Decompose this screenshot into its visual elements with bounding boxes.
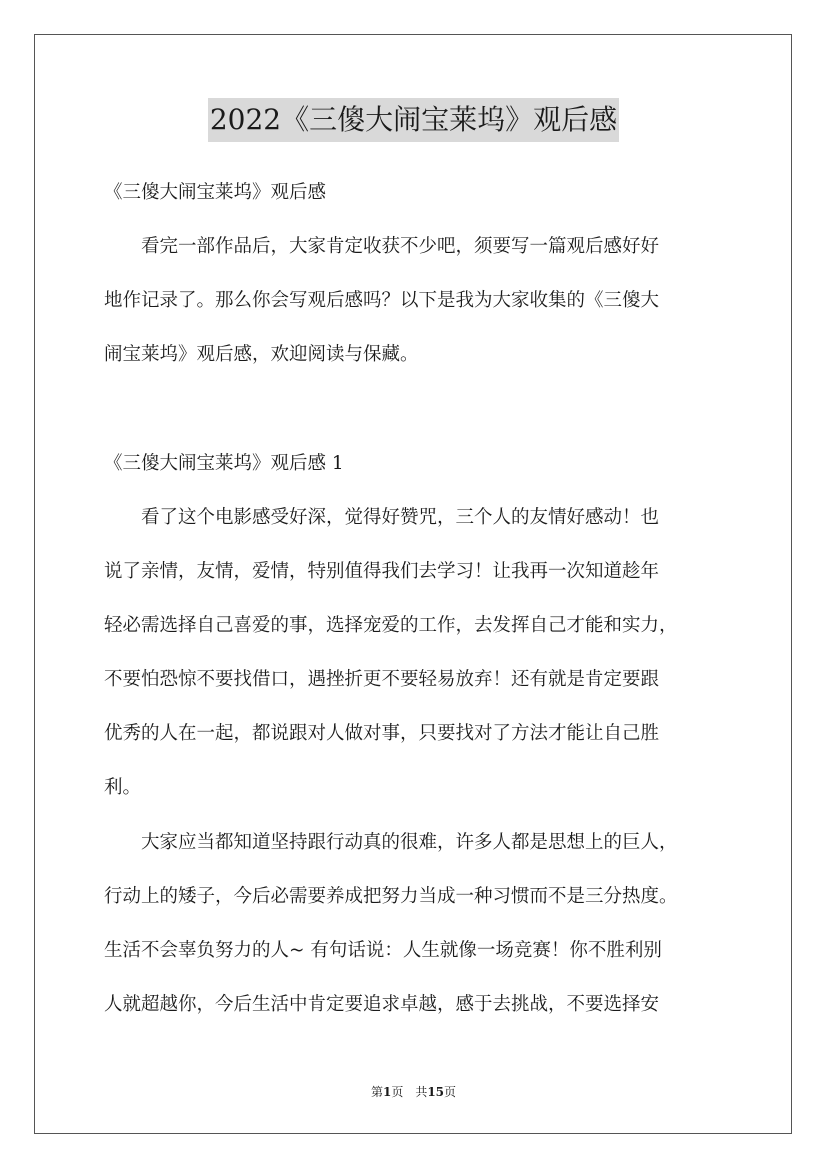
paragraph-line: 生活不会辜负努力的人~ 有句话说：人生就像一场竞赛！你不胜利别 — [104, 940, 662, 961]
paragraph-line: 不要怕恐惊不要找借口，遇挫折更不要轻易放弃！还有就是肯定要跟 — [104, 669, 660, 690]
paragraph-line: 优秀的人在一起，都说跟对人做对事，只要找对了方法才能让自己胜 — [104, 723, 660, 744]
document-title: 2022《三傻大闹宝莱坞》观后感 — [208, 98, 619, 142]
paragraph-line: 利。 — [104, 777, 142, 798]
paragraph-line: 看完一部作品后，大家肯定收获不少吧，须要写一篇观后感好好 — [104, 236, 660, 257]
paragraph-line: 说了亲情，友情，爱情，特别值得我们去学习！让我再一次知道趁年 — [104, 561, 660, 582]
paragraph-line: 人就超越你，今后生活中肯定要追求卓越，感于去挑战，不要选择安 — [104, 994, 660, 1015]
footer-mid: 页 共 — [391, 1085, 428, 1099]
paragraph-line: 看了这个电影感受好深，觉得好赞咒，三个人的友情好感动！也 — [104, 507, 660, 528]
footer-suffix: 页 — [444, 1085, 457, 1099]
footer-prefix: 第 — [370, 1085, 383, 1099]
paragraph-line: 大家应当都知道坚持跟行动真的很难，许多人都是思想上的巨人， — [104, 832, 678, 853]
paragraph-line: 轻必需选择自己喜爱的事，选择宠爱的工作，去发挥自己才能和实力， — [104, 615, 678, 636]
paragraph-line: 闹宝莱坞》观后感，欢迎阅读与保藏。 — [104, 344, 419, 365]
section-heading-intro: 《三傻大闹宝莱坞》观后感 — [104, 182, 327, 203]
section-heading-1: 《三傻大闹宝莱坞》观后感 1 — [104, 453, 344, 474]
page-footer — [0, 1084, 827, 1100]
current-page-number: 1 — [382, 1085, 392, 1099]
paragraph-line: 行动上的矮子，今后必需要养成把努力当成一种习惯而不是三分热度。 — [104, 886, 678, 907]
total-page-count: 15 — [427, 1085, 445, 1099]
paragraph-line: 地作记录了。那么你会写观后感吗？以下是我为大家收集的《三傻大 — [104, 290, 660, 311]
title-container — [0, 98, 827, 142]
